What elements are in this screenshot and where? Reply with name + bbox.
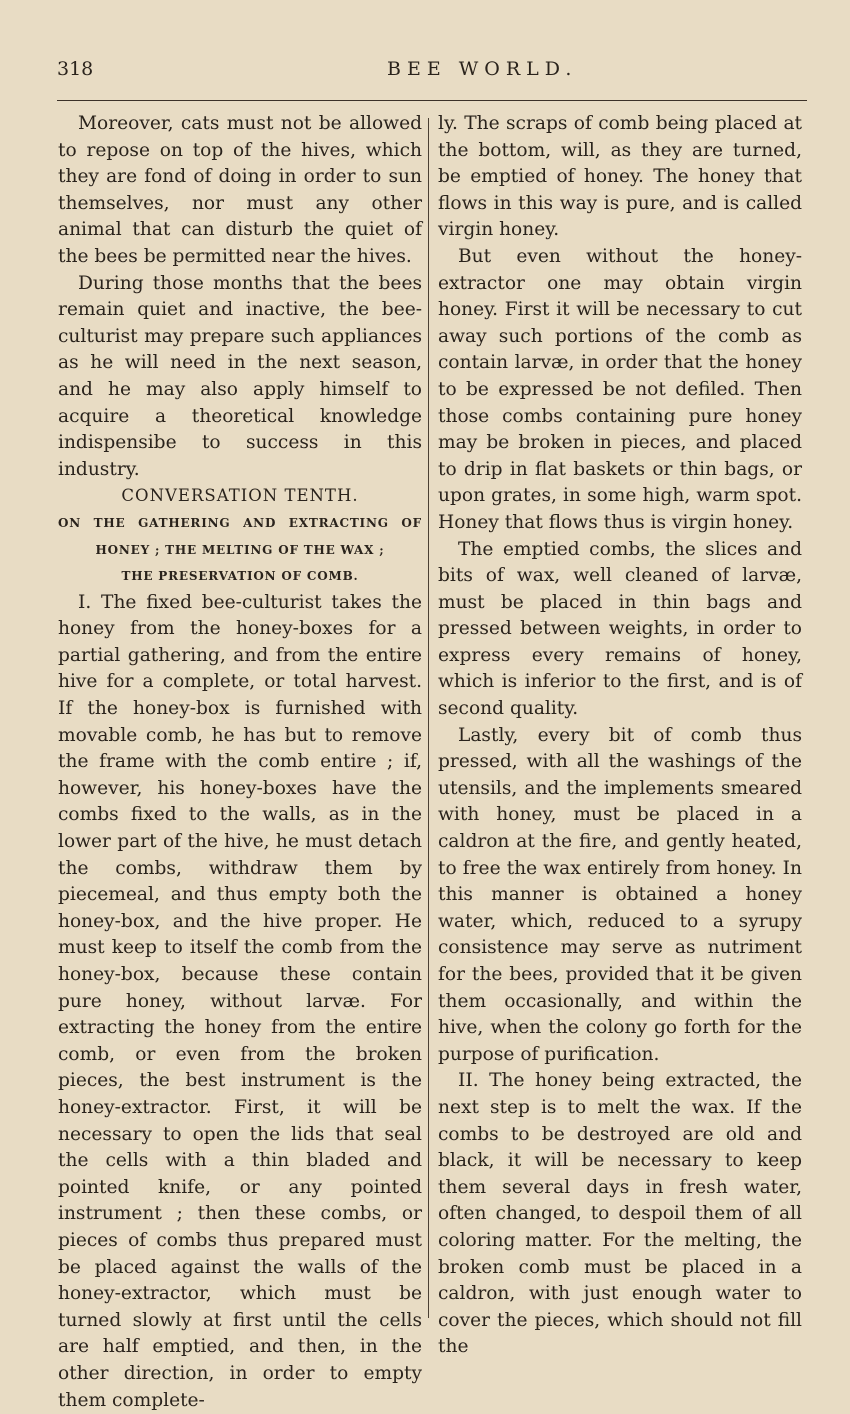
page-header [57, 58, 807, 92]
section-subheading: THE PRESERVATION OF COMB. [121, 569, 359, 584]
left-column [58, 111, 422, 1414]
paragraph: I. The fixed bee-culturist takes the honey from the honey-boxes for a partial gathering, and from the entire hive for a complete, or total harvest. If the honey-box is furnished with movable comb, he has but to remove the frame with the comb entire ; if, however, his honey-boxes have the combs fixed to the walls, as in the lower part of the hive, he must detach the combs, withdraw them by piecemeal, and thus empty both the honey-box, and the hive proper. He must keep to itself the comb from the honey-box, because these contain pure honey, without larvæ. For extracting the honey from the entire comb, or even from the broken pieces, the best instrument is the honey-extractor. First, it will be necessary to open the lids that seal the cells with a thin bladed and pointed knife, or any pointed instrument ; then these combs, or pieces of combs thus prepared must be placed against the walls of the honey-extractor, which must be turned slowly at first until the cells are half emptied, and then, in the other direction, in order to empty them complete- [58, 591, 422, 1411]
running-title: BEE WORLD. [387, 58, 578, 80]
paragraph: But even without the honey-extractor one may obtain virgin honey. First it will be necessary to cut away such portions of the comb as contain larvæ, in order that the honey to be expressed be not defiled. Then those combs containing pure honey may be broken in pieces, and placed to drip in flat baskets or thin bags, or upon grates, in some high, warm spot. Honey that flows thus is virgin honey. [438, 245, 802, 533]
section-subheading: ON THE GATHERING AND EXTRACTING OF [58, 515, 422, 530]
paragraph: ly. The scraps of comb being placed at the bottom, will, as they are turned, be emptied of honey. The honey that flows in this way is pure, and is called virgin honey. [438, 113, 802, 241]
paragraph: During those months that the bees remain quiet and inactive, the bee-culturist may prepare such appliances as he will need in the next season, and he may also apply himself to acquire a theoretical knowledge indispensibe to success in this industry. [58, 272, 422, 480]
section-heading: CONVERSATION TENTH. [121, 486, 359, 506]
header-rule [57, 100, 807, 101]
right-column [438, 111, 802, 1361]
paragraph: Lastly, every bit of comb thus pressed, with all the washings of the utensils, and the implements smeared with honey, must be placed in a caldron at the fire, and gently heated, to free the wax entirely from honey. In this manner is obtained a honey water, which, reduced to a syrupy consistence may serve as nutriment for the bees, provided that it be given them occasionally, and within the hive, when the colony go forth for the purpose of purification. [438, 724, 802, 1065]
paragraph: II. The honey being extracted, the next step is to melt the wax. If the combs to be destroyed are old and black, it will be necessary to keep them several days in fresh water, often changed, to despoil them of all coloring matter. For the melting, the broken comb must be placed in a caldron, with just enough water to cover the pieces, which should not fill the [438, 1070, 802, 1358]
section-subheading: HONEY ; THE MELTING OF THE WAX ; [95, 542, 385, 557]
paragraph: The emptied combs, the slices and bits of wax, well cleaned of larvæ, must be placed in thin bags and pressed between weights, in order to express every remains of honey, which is inferior to the first, and is of second quality. [438, 538, 802, 720]
paragraph: Moreover, cats must not be allowed to repose on top of the hives, which they are fond of doing in order to sun themselves, nor must any other animal that can disturb the quiet of the bees be permitted near the hives. [58, 113, 422, 267]
column-divider [428, 118, 429, 1318]
page-number: 318 [57, 58, 94, 80]
